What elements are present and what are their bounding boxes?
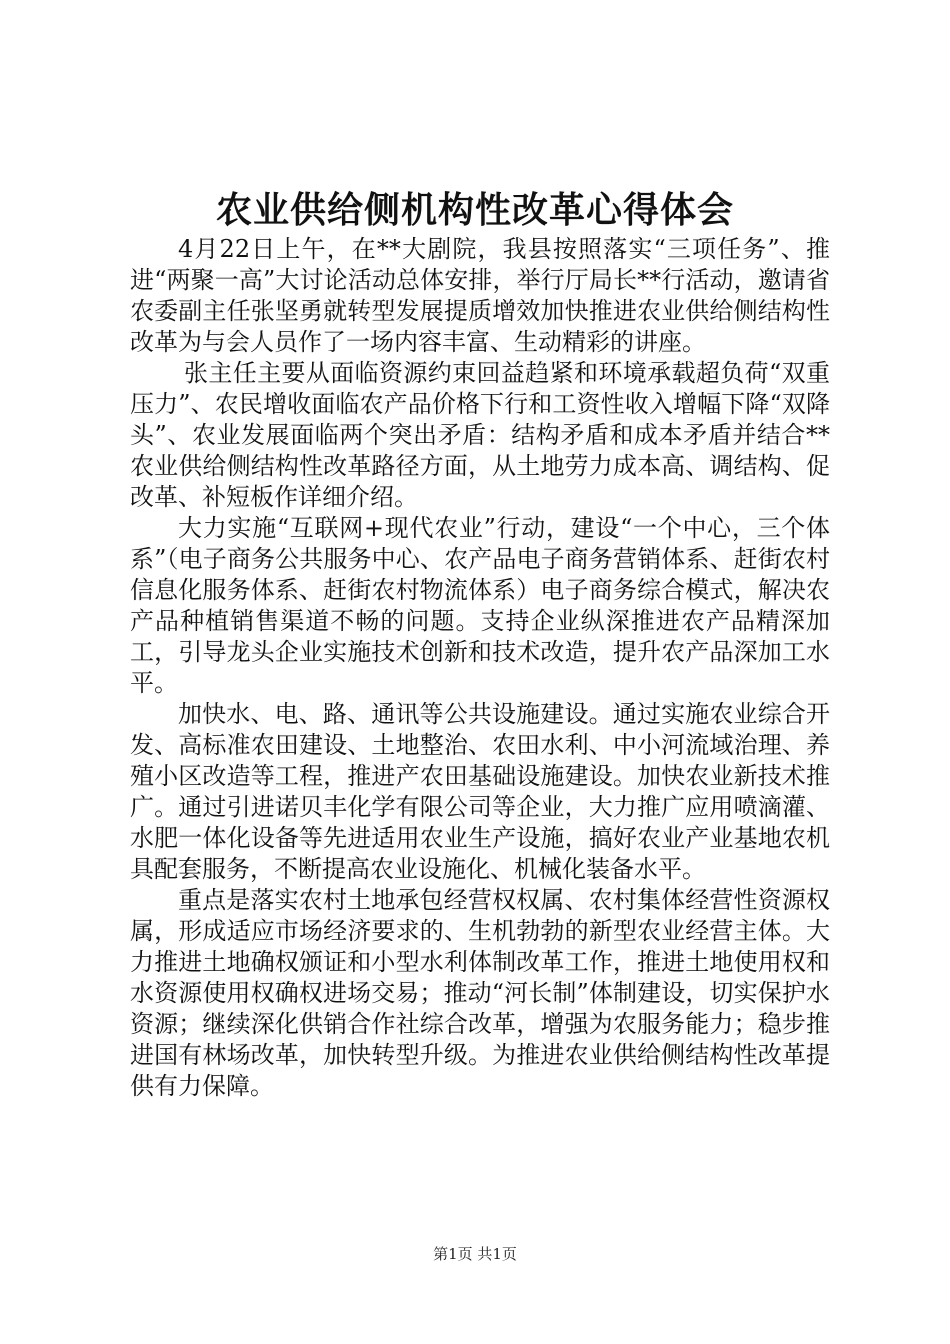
document-title: 农业供给侧机构性改革心得体会 (215, 189, 734, 231)
paragraph-4: 加快水、电、路、通讯等公共设施建设。通过实施农业综合开发、高标准农田建设、土地整治、农田水利、中小河流域治理、养殖小区改造等工程，推进产农田基础设施建设。加快农业新技术推广。通过引进诺贝丰化学有限公司等企业，大力推广应用喷滴灌、水肥一体化设备等先进适用农业生产设施，搞好农业产业基地农机具配套服务，不断提高农业设施化、机械化装备水平。 (130, 700, 830, 883)
document-body (130, 234, 830, 1102)
paragraph-3: 大力实施“互联网+现代农业”行动，建设“一个中心，三个体系”（电子商务公共服务中心、农产品电子商务营销体系、赶街农村信息化服务体系、赶街农村物流体系）电子商务综合模式，解决农产品种植销售渠道不畅的问题。支持企业纵深推进农产品精深加工，引导龙头企业实施技术创新和技术改造，提升农产品深加工水平。 (130, 514, 830, 697)
paragraph-2: 张主任主要从面临资源约束回益趋紧和环境承载超负荷“双重压力”、农民增收面临农产品价格下行和工资性收入增幅下降“双降头”、农业发展面临两个突出矛盾：结构矛盾和成本矛盾并结合**农业供给侧结构性改革路径方面，从土地劳力成本高、调结构、促改革、补短板作详细介绍。 (130, 359, 830, 511)
paragraph-5: 重点是落实农村土地承包经营权权属、农村集体经营性资源权属，形成适应市场经济要求的、生机勃勃的新型农业经营主体。大力推进土地确权颁证和小型水利体制改革工作，推进土地使用权和水资源使用权确权进场交易；推动“河长制”体制建设，切实保护水资源；继续深化供销合作社综合改革，增强为农服务能力；稳步推进国有林场改革，加快转型升级。为推进农业供给侧结构性改革提供有力保障。 (130, 886, 830, 1100)
page-footer: 第1页 共1页 (433, 1245, 517, 1263)
paragraph-1: 4月22日上午，在**大剧院，我县按照落实“三项任务”、推进“两聚一高”大讨论活动总体安排，举行厅局长**行活动，邀请省农委副主任张坚勇就转型发展提质增效加快推进农业供给侧结构性改革为与会人员作了一场内容丰富、生动精彩的讲座。 (130, 235, 830, 356)
